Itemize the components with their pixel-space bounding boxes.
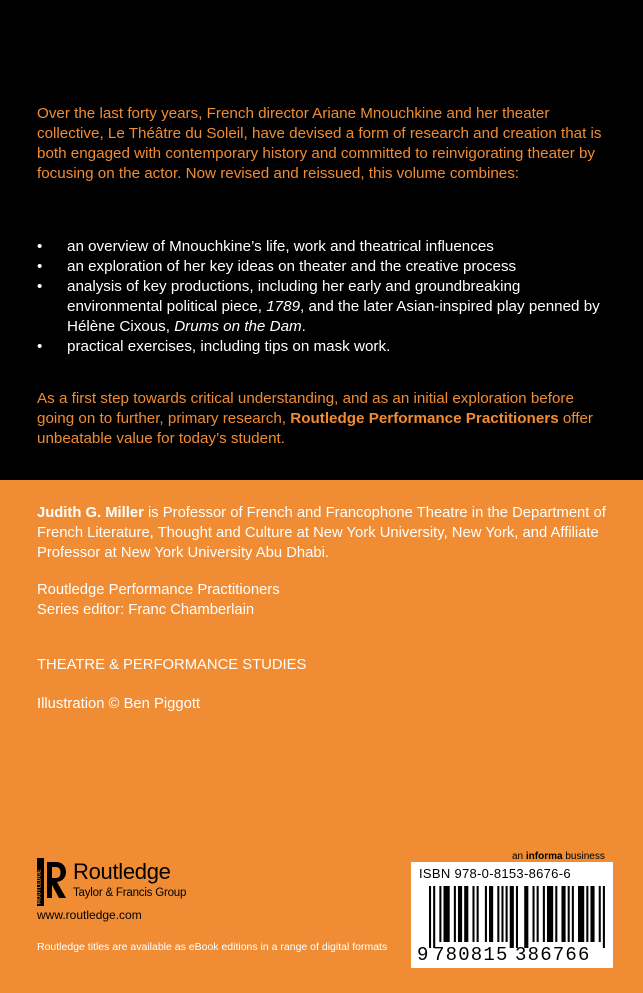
barcode-bar xyxy=(472,886,474,942)
routledge-logo xyxy=(37,858,207,906)
barcode-bar xyxy=(454,886,456,942)
list-item: • an exploration of her key ideas on theater and the creative process xyxy=(37,257,607,277)
ebook-note: Routledge titles are available as eBook editions in a range of digital formats xyxy=(37,941,388,953)
barcode-bar xyxy=(458,886,462,942)
barcode-bar xyxy=(603,886,605,948)
barcode-bar xyxy=(599,886,601,942)
barcode-bar xyxy=(578,886,584,942)
closing-paragraph: As a first step towards critical understanding, and as an initial exploration before going on to further, primary research, Routledge Performance Practitioners offer unbeatable value for today’s student. xyxy=(37,390,593,447)
barcode-bar xyxy=(537,886,539,942)
barcode-bar xyxy=(547,886,553,942)
svg-text:ROUTLEDGE: ROUTLEDGE xyxy=(37,869,43,904)
production-title: Drums on the Dam xyxy=(174,318,302,335)
publisher-website: www.routledge.com xyxy=(37,908,142,922)
series-name: Routledge Performance Practitioners xyxy=(290,410,559,427)
barcode-bar xyxy=(477,886,479,942)
barcode-bar xyxy=(443,886,449,942)
barcode-bar xyxy=(464,886,468,942)
list-item: • analysis of key productions, including her early and groundbreaking environmental political piece, 1789, and the later Asian-inspired play penned by Hélène Cixous, Drums on the Dam. xyxy=(37,277,607,337)
barcode-bar xyxy=(590,886,594,942)
author-name: Judith G. Miller xyxy=(37,505,144,521)
barcode-bars xyxy=(429,886,607,948)
barcode-bar xyxy=(439,886,441,942)
publisher-name: Routledge xyxy=(73,859,171,884)
barcode-bar xyxy=(561,886,565,942)
barcode-bar xyxy=(543,886,545,942)
isbn-number: ISBN 978-0-8153-8676-6 xyxy=(419,866,571,881)
isbn-barcode xyxy=(411,862,613,968)
barcode-bar xyxy=(501,886,503,942)
barcode-bar xyxy=(506,886,508,942)
production-title: 1789 xyxy=(266,298,301,315)
black-panel xyxy=(0,0,643,480)
subject-category: THEATRE & PERFORMANCE STUDIES xyxy=(37,657,307,673)
barcode-bar xyxy=(510,886,514,948)
intro-paragraph: Over the last forty years, French director Ariane Mnouchkine and her theater collective, Le Théâtre du Soleil, have devised a form of research and creation that is both engaged with contemporary history and committed to reinvigorating theater by focusing on the actor. Now revised and reissued, this volume combines: xyxy=(37,105,602,182)
publisher-group: Taylor & Francis Group xyxy=(73,887,187,899)
barcode-bar xyxy=(568,886,570,942)
barcode-bar xyxy=(586,886,588,942)
series-info: Routledge Performance Practitioners Series editor: Franc Chamberlain xyxy=(37,582,280,618)
list-item: • an overview of Mnouchkine’s life, work and theatrical influences xyxy=(37,237,607,257)
barcode-bar xyxy=(497,886,499,942)
list-item: • practical exercises, including tips on mask work. xyxy=(37,337,607,357)
author-bio: Judith G. Miller is Professor of French and Francophone Theatre in the Department of French Literature, Thought and Culture at New York University, New York, and Affiliate Professor at New York University Abu Dhabi. xyxy=(37,505,606,561)
informa-tagline: an informa business xyxy=(512,851,605,862)
barcode-bar xyxy=(524,886,528,948)
barcode-bar xyxy=(555,886,557,942)
barcode-bar xyxy=(572,886,574,942)
barcode-bar xyxy=(516,886,518,948)
barcode-bar xyxy=(489,886,493,942)
barcode-bar xyxy=(532,886,534,942)
barcode-bar xyxy=(429,886,431,948)
barcode-bar xyxy=(485,886,487,942)
feature-list xyxy=(37,237,607,357)
routledge-logo-icon xyxy=(37,858,67,906)
illustration-credit: Illustration © Ben Piggott xyxy=(37,696,201,712)
barcode-bar xyxy=(433,886,435,948)
barcode-digits: 9 780815 386766 xyxy=(417,944,591,966)
